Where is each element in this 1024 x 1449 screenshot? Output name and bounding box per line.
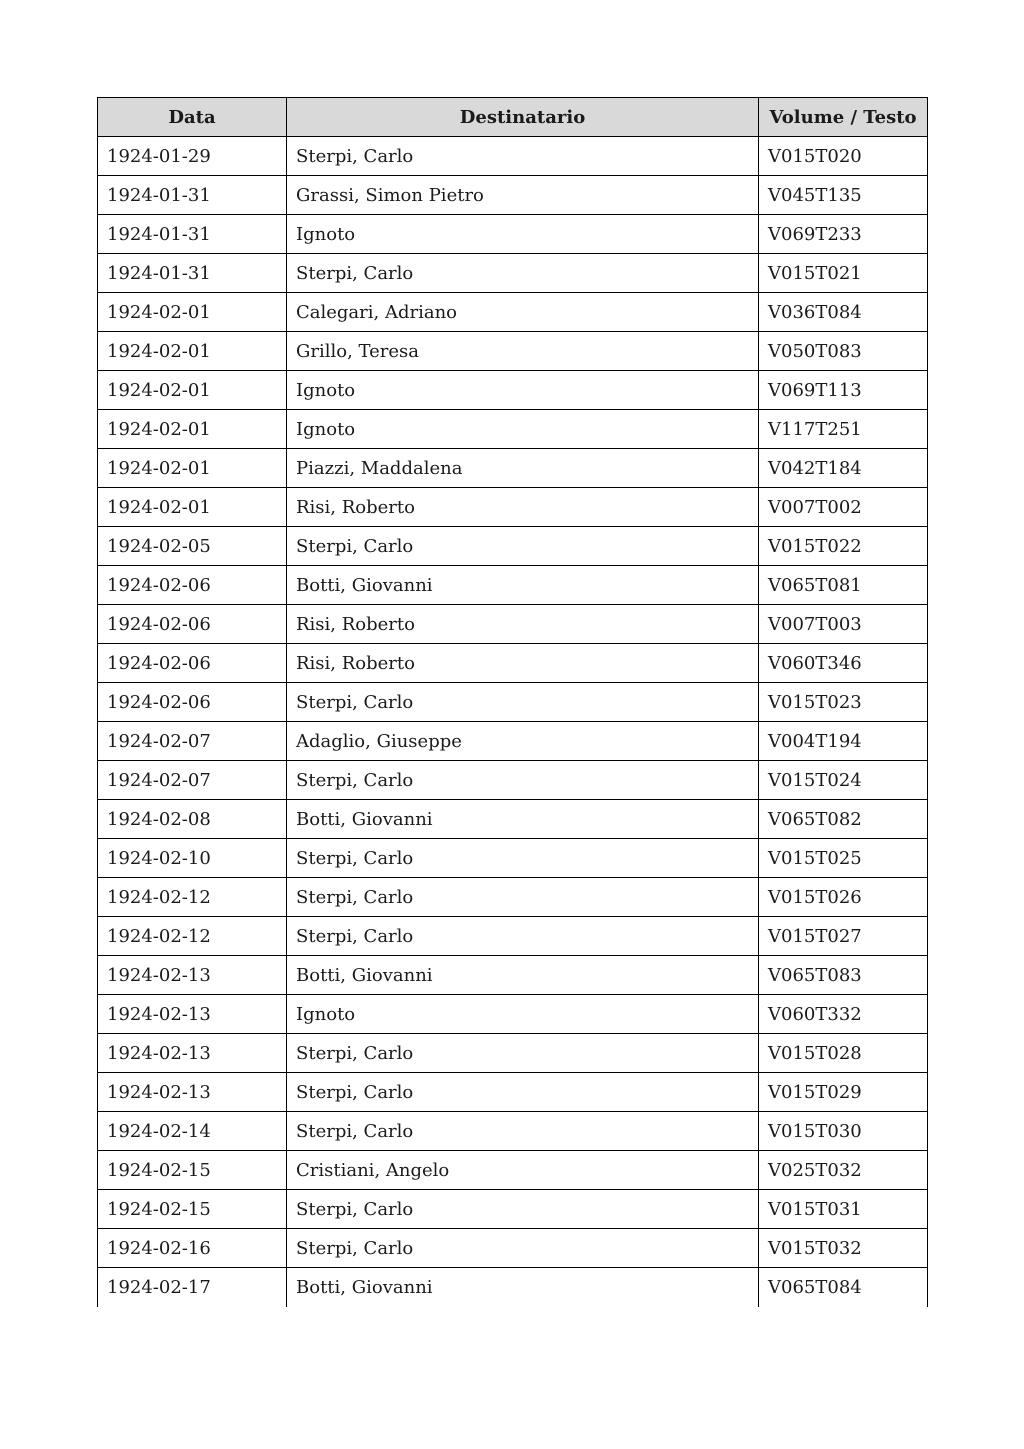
table-row: [98, 761, 928, 800]
cell-date: 1924-02-06: [98, 605, 287, 644]
table-row: [98, 839, 928, 878]
letters-table: [97, 97, 928, 1307]
cell-destinatario: Sterpi, Carlo: [287, 527, 759, 566]
cell-date: 1924-02-01: [98, 449, 287, 488]
cell-destinatario: Sterpi, Carlo: [287, 917, 759, 956]
cell-destinatario: Ignoto: [287, 371, 759, 410]
cell-destinatario: Sterpi, Carlo: [287, 1229, 759, 1268]
table-row: [98, 1268, 928, 1307]
cell-date: 1924-01-29: [98, 137, 287, 176]
cell-volume-testo: V050T083: [759, 332, 928, 371]
cell-volume-testo: V015T030: [759, 1112, 928, 1151]
table-row: [98, 956, 928, 995]
cell-date: 1924-02-12: [98, 917, 287, 956]
table-row: [98, 995, 928, 1034]
cell-volume-testo: V069T233: [759, 215, 928, 254]
cell-volume-testo: V015T031: [759, 1190, 928, 1229]
cell-destinatario: Botti, Giovanni: [287, 800, 759, 839]
table-row: [98, 1112, 928, 1151]
cell-volume-testo: V015T020: [759, 137, 928, 176]
cell-volume-testo: V007T002: [759, 488, 928, 527]
table-row: [98, 1034, 928, 1073]
cell-date: 1924-02-12: [98, 878, 287, 917]
cell-destinatario: Piazzi, Maddalena: [287, 449, 759, 488]
cell-volume-testo: V117T251: [759, 410, 928, 449]
table-row: [98, 293, 928, 332]
cell-destinatario: Sterpi, Carlo: [287, 254, 759, 293]
cell-destinatario: Botti, Giovanni: [287, 1268, 759, 1307]
cell-destinatario: Sterpi, Carlo: [287, 1073, 759, 1112]
cell-volume-testo: V015T028: [759, 1034, 928, 1073]
cell-date: 1924-01-31: [98, 254, 287, 293]
cell-volume-testo: V015T021: [759, 254, 928, 293]
cell-volume-testo: V015T022: [759, 527, 928, 566]
cell-destinatario: Sterpi, Carlo: [287, 761, 759, 800]
table-row: [98, 215, 928, 254]
table-body: [98, 137, 928, 1307]
header-volume-testo: Volume / Testo: [759, 98, 928, 137]
cell-volume-testo: V007T003: [759, 605, 928, 644]
table-row: [98, 917, 928, 956]
cell-date: 1924-02-01: [98, 293, 287, 332]
cell-date: 1924-02-13: [98, 956, 287, 995]
header-destinatario: Destinatario: [287, 98, 759, 137]
cell-date: 1924-02-15: [98, 1151, 287, 1190]
cell-date: 1924-02-16: [98, 1229, 287, 1268]
cell-volume-testo: V036T084: [759, 293, 928, 332]
cell-destinatario: Ignoto: [287, 995, 759, 1034]
cell-date: 1924-02-08: [98, 800, 287, 839]
cell-date: 1924-02-06: [98, 644, 287, 683]
cell-destinatario: Sterpi, Carlo: [287, 878, 759, 917]
table-row: [98, 527, 928, 566]
table-row: [98, 1151, 928, 1190]
cell-date: 1924-02-01: [98, 332, 287, 371]
table-row: [98, 137, 928, 176]
cell-date: 1924-02-17: [98, 1268, 287, 1307]
cell-volume-testo: V045T135: [759, 176, 928, 215]
cell-destinatario: Ignoto: [287, 410, 759, 449]
cell-destinatario: Sterpi, Carlo: [287, 1190, 759, 1229]
cell-date: 1924-02-13: [98, 995, 287, 1034]
cell-volume-testo: V042T184: [759, 449, 928, 488]
cell-volume-testo: V065T081: [759, 566, 928, 605]
cell-volume-testo: V069T113: [759, 371, 928, 410]
cell-date: 1924-02-07: [98, 722, 287, 761]
cell-destinatario: Sterpi, Carlo: [287, 137, 759, 176]
cell-volume-testo: V015T027: [759, 917, 928, 956]
table-row: [98, 1229, 928, 1268]
table-row: [98, 410, 928, 449]
cell-destinatario: Botti, Giovanni: [287, 956, 759, 995]
cell-date: 1924-02-01: [98, 410, 287, 449]
cell-destinatario: Ignoto: [287, 215, 759, 254]
cell-destinatario: Cristiani, Angelo: [287, 1151, 759, 1190]
table-row: [98, 1073, 928, 1112]
table-row: [98, 878, 928, 917]
cell-destinatario: Botti, Giovanni: [287, 566, 759, 605]
cell-date: 1924-02-06: [98, 683, 287, 722]
cell-destinatario: Sterpi, Carlo: [287, 839, 759, 878]
table-row: [98, 644, 928, 683]
cell-date: 1924-02-01: [98, 371, 287, 410]
cell-volume-testo: V015T024: [759, 761, 928, 800]
cell-volume-testo: V004T194: [759, 722, 928, 761]
cell-destinatario: Adaglio, Giuseppe: [287, 722, 759, 761]
cell-date: 1924-02-15: [98, 1190, 287, 1229]
cell-date: 1924-01-31: [98, 176, 287, 215]
cell-volume-testo: V015T032: [759, 1229, 928, 1268]
cell-volume-testo: V060T346: [759, 644, 928, 683]
table-row: [98, 488, 928, 527]
cell-volume-testo: V065T083: [759, 956, 928, 995]
table-row: [98, 332, 928, 371]
cell-volume-testo: V060T332: [759, 995, 928, 1034]
cell-destinatario: Sterpi, Carlo: [287, 683, 759, 722]
table-row: [98, 1190, 928, 1229]
cell-date: 1924-02-06: [98, 566, 287, 605]
cell-volume-testo: V015T026: [759, 878, 928, 917]
table-row: [98, 566, 928, 605]
table-row: [98, 605, 928, 644]
cell-destinatario: Risi, Roberto: [287, 488, 759, 527]
cell-date: 1924-02-13: [98, 1073, 287, 1112]
cell-date: 1924-02-14: [98, 1112, 287, 1151]
cell-date: 1924-02-05: [98, 527, 287, 566]
table-row: [98, 722, 928, 761]
cell-date: 1924-01-31: [98, 215, 287, 254]
cell-date: 1924-02-01: [98, 488, 287, 527]
cell-destinatario: Risi, Roberto: [287, 605, 759, 644]
table-row: [98, 449, 928, 488]
cell-date: 1924-02-07: [98, 761, 287, 800]
cell-date: 1924-02-13: [98, 1034, 287, 1073]
cell-destinatario: Grassi, Simon Pietro: [287, 176, 759, 215]
table-row: [98, 800, 928, 839]
cell-volume-testo: V065T082: [759, 800, 928, 839]
cell-volume-testo: V015T023: [759, 683, 928, 722]
cell-volume-testo: V065T084: [759, 1268, 928, 1307]
cell-volume-testo: V015T029: [759, 1073, 928, 1112]
table-row: [98, 176, 928, 215]
cell-destinatario: Sterpi, Carlo: [287, 1034, 759, 1073]
table-row: [98, 683, 928, 722]
cell-date: 1924-02-10: [98, 839, 287, 878]
table-row: [98, 371, 928, 410]
cell-volume-testo: V025T032: [759, 1151, 928, 1190]
table-row: [98, 254, 928, 293]
table-header-row: [98, 98, 928, 137]
cell-destinatario: Sterpi, Carlo: [287, 1112, 759, 1151]
cell-destinatario: Grillo, Teresa: [287, 332, 759, 371]
cell-destinatario: Risi, Roberto: [287, 644, 759, 683]
cell-destinatario: Calegari, Adriano: [287, 293, 759, 332]
header-data: Data: [98, 98, 287, 137]
cell-volume-testo: V015T025: [759, 839, 928, 878]
